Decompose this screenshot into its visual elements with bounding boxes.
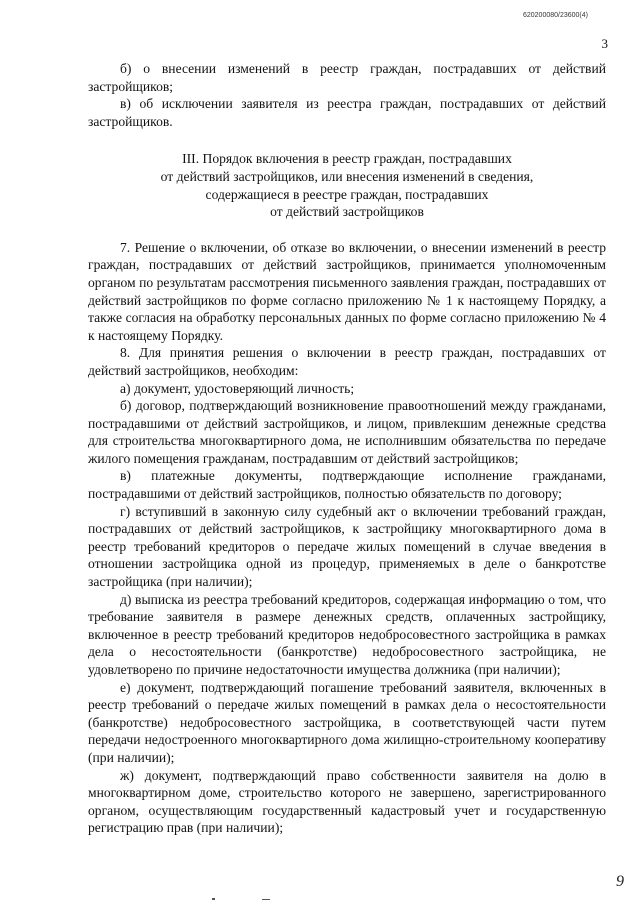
list-item: в) платежные документы, подтверждающие исполнение гражданами, пострадавшими от действий застройщиков, полностью обязательств по договору; [88, 468, 606, 502]
document-body [88, 60, 606, 837]
scan-speck [212, 898, 215, 900]
list-item: б) о внесении изменений в реестр граждан, пострадавших от действий застройщиков; [88, 61, 606, 94]
section-title-line: содержащиеся в реестре граждан, пострадавших [205, 186, 489, 202]
section-title-line: III. Порядок включения в реестр граждан, пострадавших [182, 151, 512, 167]
list-item: г) вступивший в законную силу судебный акт о включении требований граждан, пострадавших от действий застройщиков, к застройщику многоквартирного дома в реестр требований кредиторов о передаче жилых помещений в случае введения в отношении застройщика одной из процедур, применяемых в деле о банкротстве застройщика (при наличии); [88, 503, 606, 590]
corner-mark: 9 [616, 873, 624, 890]
document-code: 620200080/23600(4) [522, 12, 588, 19]
list-item: а) документ, удостоверяющий личность; [120, 380, 355, 396]
section-title-line: от действий застройщиков [270, 204, 424, 220]
list-item: д) выписка из реестра требований кредиторов, содержащая информацию о том, что требование заявителя в размере денежных средств, оплаченных застройщику, включенное в реестр требований кредиторов недобросовестного застройщика в рамках дела о несостоятельности (банкротстве) недобросовестного застройщика, не удовлетворено по причине недостаточности имущества должника (при наличии); [88, 591, 606, 677]
section-title [88, 150, 606, 220]
list-item: ж) документ, подтверждающий право собственности заявителя на долю в многоквартирном доме, строительство которого не завершено, зарегистрированного органом, осуществляющим государственный кадастровый учет и государственную регистрацию прав (при наличии); [88, 767, 606, 836]
list-item: е) документ, подтверждающий погашение требований заявителя, включенных в реестр требований о передаче жилых помещений в рамках дела о несостоятельности (банкротстве) недобросовестного застройщика, в соответствующей части путем передачи недостроенного многоквартирного дома жилищно-строительному кооперативу (при наличии); [88, 679, 606, 765]
paragraph-7: 7. Решение о включении, об отказе во включении, о внесении изменений в реестр граждан, пострадавших от действий застройщиков, принимается уполномоченным органом по результатам рассмотрения письменного заявления граждан, пострадавших от действий застройщиков по форме согласно приложению № 1 к настоящему Порядку, а также согласия на обработку персональных данных по форме согласно приложению № 4 к настоящему Порядку. [88, 239, 606, 343]
scan-speck [262, 899, 270, 900]
page-number: 3 [601, 36, 608, 51]
list-item: в) об исключении заявителя из реестра граждан, пострадавших от действий застройщиков. [88, 96, 606, 129]
section-title-line: от действий застройщиков, или внесения изменений в сведения, [160, 168, 534, 184]
list-item: б) договор, подтверждающий возникновение правоотношений между гражданами, пострадавшими от действий застройщиков, и лицом, привлекшим денежные средства для строительства многоквартирного дома, не исполнившим обязательства по передаче жилого помещения гражданам, пострадавшим от действий застройщиков; [88, 398, 606, 466]
paragraph-8: 8. Для принятия решения о включении в реестр граждан, пострадавших от действий застройщиков, необходим: [88, 345, 606, 378]
